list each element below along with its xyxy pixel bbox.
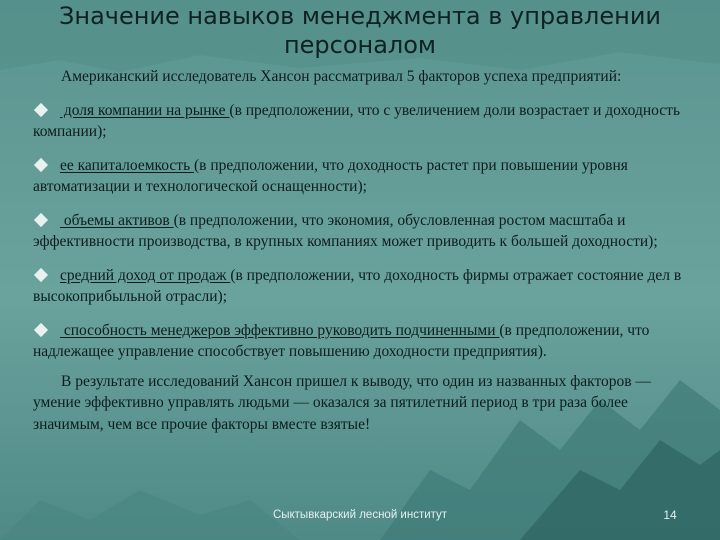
conclusion-paragraph: В результате исследований Хансон пришел к выводу, что один из названных факторов — умение эффективно управлять людьми — оказался за пятилетний период в три раза более значимым, чем все прочие факторы вместе взятые! xyxy=(33,372,651,433)
page-number: 14 xyxy=(663,508,677,522)
bullet-item xyxy=(33,155,688,198)
diamond-bullet-icon xyxy=(34,213,48,227)
bullet-text: (в предположении, что с увеличением доли возрастает и доходность компании); xyxy=(33,101,681,140)
diamond-bullet-icon xyxy=(34,103,48,117)
diamond-bullet-icon xyxy=(34,323,48,337)
bullet-term: способность менеджеров эффективно руководить подчиненными xyxy=(60,321,500,339)
footer-institution: Сыктывкарский лесной институт xyxy=(272,509,448,521)
bullet-term: объемы активов xyxy=(60,211,174,229)
bullet-term: доля компании на рынке xyxy=(60,101,230,119)
slide-body xyxy=(33,66,688,435)
bullet-text: (в предположении, что доходность фирмы отражает состояние дел в высокоприбыльной отрасли); xyxy=(33,266,682,305)
bullet-item xyxy=(33,265,688,308)
bullet-text: (в предположении, что доходность растет при повышении уровня автоматизации и технологической оснащенности); xyxy=(33,156,628,195)
bullet-text: (в предположении, что надлежащее управление способствует повышению доходности предприятия). xyxy=(33,321,650,360)
bullet-term: ее капиталоемкость xyxy=(60,156,195,174)
bullet-term: средний доход от продаж xyxy=(60,266,231,284)
intro-paragraph: Американский исследователь Хансон рассматривал 5 факторов успеха предприятий: xyxy=(61,68,622,85)
diamond-bullet-icon xyxy=(34,158,48,172)
bullet-item xyxy=(33,320,688,363)
bullet-item xyxy=(33,100,688,143)
bullet-item xyxy=(33,210,688,253)
diamond-bullet-icon xyxy=(34,268,48,282)
slide-title: Значение навыков менеджмента в управлении персоналом xyxy=(58,2,662,59)
bullet-text: (в предположении, что экономия, обусловленная ростом масштаба и эффективности производства, в крупных компаниях может приводить к большей доходности); xyxy=(33,211,658,250)
